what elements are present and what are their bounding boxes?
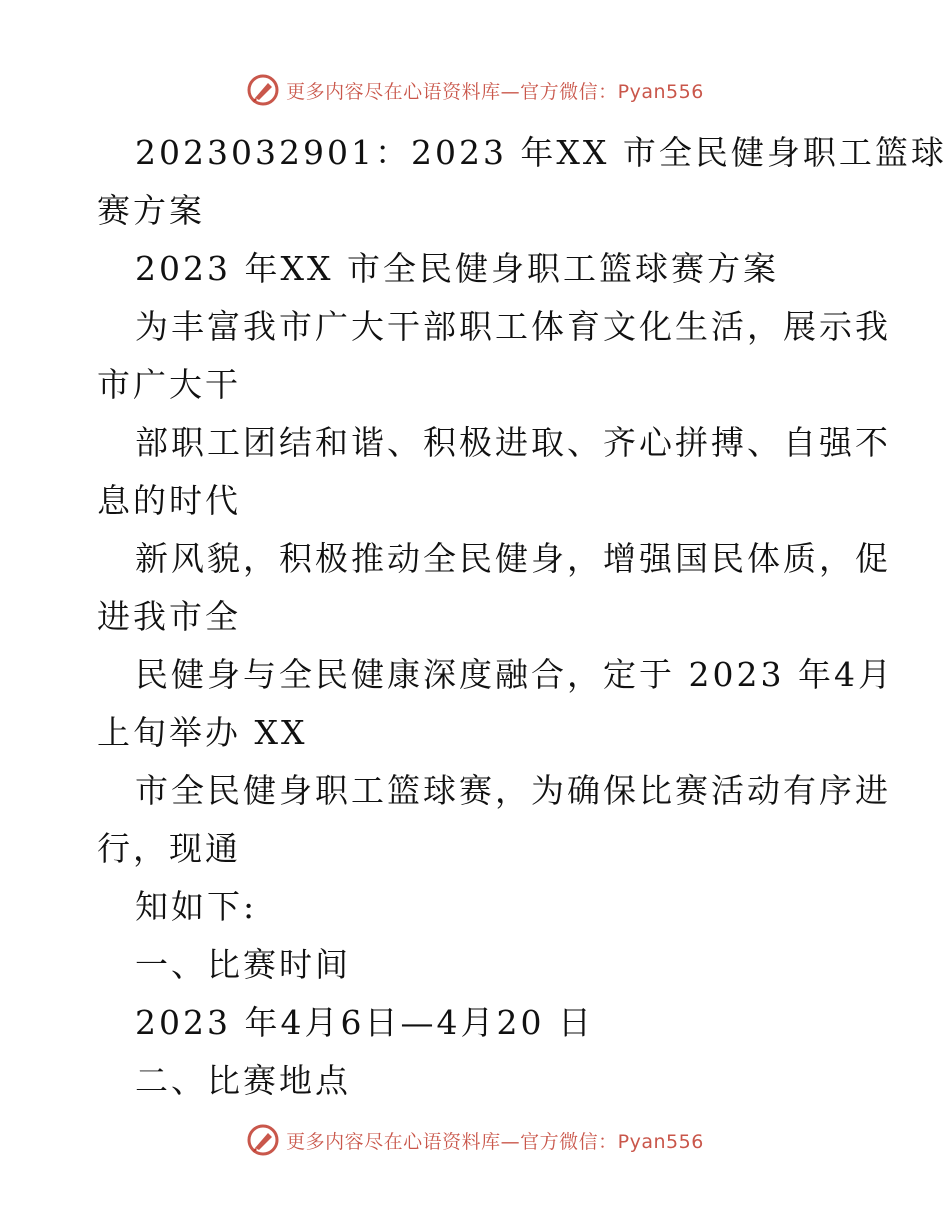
document-body: [97, 124, 947, 1110]
document-line: 市广大干: [97, 365, 241, 404]
document-line: 2023 年4月6日—4月20 日: [135, 1003, 594, 1042]
document-line: 进我市全: [97, 597, 241, 636]
document-line: 一、比赛时间: [135, 945, 351, 984]
document-line: 为丰富我市广大干部职工体育文化生活，展示我: [135, 307, 891, 346]
document-line: 部职工团结和谐、积极进取、齐心拼搏、自强不: [135, 423, 891, 462]
header-watermark: [0, 70, 950, 110]
document-line: 行，现通: [97, 829, 241, 868]
document-line: 二、比赛地点: [135, 1061, 351, 1100]
footer-watermark: [0, 1120, 950, 1160]
watermark-text: 更多内容尽在心语资料库—官方微信：Pyan556: [286, 80, 704, 103]
document-line: 赛方案: [97, 191, 205, 230]
pen-logo-icon: [246, 1123, 280, 1157]
document-line: 民健身与全民健康深度融合，定于 2023 年4月: [135, 655, 894, 694]
document-line: 市全民健身职工篮球赛，为确保比赛活动有序进: [135, 771, 891, 810]
document-line: 上旬举办 XX: [97, 713, 308, 752]
document-line: 2023 年XX 市全民健身职工篮球赛方案: [135, 249, 779, 288]
document-line: 息的时代: [97, 481, 241, 520]
document-line: 知如下:: [135, 887, 258, 926]
document-line: 新风貌，积极推动全民健身，增强国民体质，促: [135, 539, 891, 578]
watermark-text: 更多内容尽在心语资料库—官方微信：Pyan556: [286, 1130, 704, 1153]
pen-logo-icon: [246, 73, 280, 107]
document-line: 2023032901：2023 年XX 市全民健身职工篮球: [135, 133, 947, 172]
